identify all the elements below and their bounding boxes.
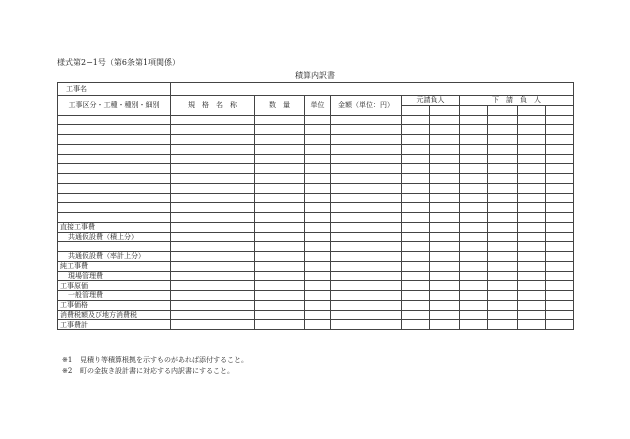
prime-contractor-header: 元請負人 [402,96,460,106]
data-cell[interactable] [171,135,255,145]
data-cell[interactable] [255,135,305,145]
header-subcell [402,105,430,115]
data-cell[interactable] [255,183,305,193]
data-cell[interactable] [402,222,430,232]
data-cell[interactable] [402,154,430,164]
data-cell[interactable] [305,281,331,291]
category-cell[interactable] [58,135,171,145]
line-item-row [58,144,574,154]
category-cell[interactable] [58,242,171,252]
data-cell[interactable] [255,154,305,164]
project-name-label: 工事名 [58,83,171,96]
data-cell[interactable] [331,144,402,154]
footnote-mark: ※2 [62,367,73,375]
data-cell[interactable] [255,213,305,223]
data-cell[interactable] [402,232,430,242]
data-cell[interactable] [255,144,305,154]
line-item-row [58,154,574,164]
data-cell[interactable] [430,144,460,154]
data-cell[interactable] [255,232,305,242]
data-cell[interactable] [546,115,574,125]
data-cell[interactable] [430,193,460,203]
data-cell[interactable] [255,242,305,252]
data-cell[interactable] [331,164,402,174]
category-cell[interactable]: 工事価格 [58,300,171,310]
data-cell[interactable] [488,271,518,281]
data-cell[interactable] [402,193,430,203]
data-cell[interactable] [305,222,331,232]
footnote [62,355,248,366]
data-cell[interactable] [305,144,331,154]
data-cell[interactable] [255,115,305,125]
data-cell[interactable] [171,222,255,232]
line-item-row [58,125,574,135]
data-cell[interactable] [255,252,305,262]
data-cell[interactable] [171,281,255,291]
data-cell[interactable] [402,300,430,310]
data-cell[interactable] [430,320,460,330]
data-cell[interactable] [460,203,488,213]
data-cell[interactable] [171,300,255,310]
data-cell[interactable] [331,115,402,125]
summary-row [58,310,574,320]
data-cell[interactable] [518,203,546,213]
data-cell[interactable] [402,144,430,154]
data-cell[interactable] [402,203,430,213]
data-cell[interactable] [171,174,255,184]
data-cell[interactable] [171,271,255,281]
data-cell[interactable] [518,232,546,242]
data-cell[interactable] [402,252,430,262]
data-cell[interactable] [460,271,488,281]
data-cell[interactable] [430,203,460,213]
quantity-header: 数 量 [255,96,305,116]
data-cell[interactable] [305,300,331,310]
data-cell[interactable] [331,232,402,242]
line-item-row [58,115,574,125]
data-cell[interactable] [430,310,460,320]
footnotes [62,355,248,377]
category-cell[interactable] [58,164,171,174]
data-cell[interactable] [305,291,331,301]
data-cell[interactable] [460,183,488,193]
data-cell[interactable] [518,183,546,193]
data-cell[interactable] [488,174,518,184]
data-cell[interactable] [402,213,430,223]
data-cell[interactable] [305,310,331,320]
data-cell[interactable] [305,115,331,125]
data-cell[interactable] [430,213,460,223]
data-cell[interactable] [546,232,574,242]
project-name-row [58,83,574,96]
data-cell[interactable] [171,144,255,154]
data-cell[interactable] [488,164,518,174]
line-item-row [58,135,574,145]
data-cell[interactable] [518,271,546,281]
data-cell[interactable] [331,222,402,232]
data-cell[interactable] [518,144,546,154]
data-cell[interactable] [518,242,546,252]
line-item-row [58,164,574,174]
data-cell[interactable] [488,232,518,242]
data-cell[interactable] [171,125,255,135]
data-cell[interactable] [460,125,488,135]
data-cell[interactable] [255,271,305,281]
category-cell[interactable]: 工事原価 [58,281,171,291]
data-cell[interactable] [460,115,488,125]
header-subcell [460,105,488,115]
spec-header: 規 格 名 称 [171,96,255,116]
line-item-row [58,183,574,193]
data-cell[interactable] [430,232,460,242]
data-cell[interactable] [305,125,331,135]
data-cell[interactable] [305,164,331,174]
data-cell[interactable] [488,213,518,223]
data-cell[interactable] [402,261,430,271]
data-cell[interactable] [546,320,574,330]
amount-header: 金額（単位：円） [331,96,402,116]
data-cell[interactable] [488,291,518,301]
data-cell[interactable] [430,222,460,232]
data-cell[interactable] [546,135,574,145]
data-cell[interactable] [460,144,488,154]
data-cell[interactable] [488,144,518,154]
header-subcell [488,105,518,115]
data-cell[interactable] [171,310,255,320]
data-cell[interactable] [518,164,546,174]
category-cell[interactable] [58,193,171,203]
estimate-breakdown-table [57,82,574,330]
data-cell[interactable] [430,300,460,310]
data-cell[interactable] [255,174,305,184]
data-cell[interactable] [518,300,546,310]
category-cell[interactable] [58,154,171,164]
data-cell[interactable] [518,174,546,184]
data-cell[interactable] [546,310,574,320]
data-cell[interactable] [460,242,488,252]
data-cell[interactable] [460,222,488,232]
data-cell[interactable] [331,125,402,135]
data-cell[interactable] [460,261,488,271]
data-cell[interactable] [305,174,331,184]
data-cell[interactable] [430,154,460,164]
data-cell[interactable] [430,174,460,184]
data-cell[interactable] [255,300,305,310]
data-cell[interactable] [255,261,305,271]
data-cell[interactable] [546,164,574,174]
data-cell[interactable] [255,222,305,232]
data-cell[interactable] [171,203,255,213]
data-cell[interactable] [171,252,255,262]
data-cell[interactable] [430,242,460,252]
category-cell[interactable]: 直接工事費 [58,222,171,232]
data-cell[interactable] [460,310,488,320]
data-cell[interactable] [331,135,402,145]
data-cell[interactable] [460,232,488,242]
data-cell[interactable] [546,183,574,193]
data-cell[interactable] [488,300,518,310]
data-cell[interactable] [546,213,574,223]
data-cell[interactable] [305,154,331,164]
data-cell[interactable] [546,252,574,262]
data-cell[interactable] [171,154,255,164]
category-cell[interactable] [58,144,171,154]
category-cell[interactable] [58,174,171,184]
data-cell[interactable] [546,271,574,281]
data-cell[interactable] [402,183,430,193]
data-cell[interactable] [430,261,460,271]
data-cell[interactable] [430,115,460,125]
data-cell[interactable] [460,135,488,145]
data-cell[interactable] [171,242,255,252]
data-cell[interactable] [331,291,402,301]
header-row [58,96,574,106]
summary-row [58,320,574,330]
data-cell[interactable] [331,183,402,193]
data-cell[interactable] [305,193,331,203]
data-cell[interactable] [488,222,518,232]
data-cell[interactable] [518,193,546,203]
data-cell[interactable] [331,193,402,203]
category-cell[interactable]: 純工事費 [58,261,171,271]
data-cell[interactable] [402,320,430,330]
line-item-row [58,174,574,184]
data-cell[interactable] [518,310,546,320]
summary-row [58,252,574,262]
unit-header: 単位 [305,96,331,116]
data-cell[interactable] [546,300,574,310]
data-cell[interactable] [546,222,574,232]
category-cell[interactable] [58,183,171,193]
data-cell[interactable] [171,291,255,301]
data-cell[interactable] [488,125,518,135]
category-cell[interactable] [58,115,171,125]
data-cell[interactable] [460,164,488,174]
data-cell[interactable] [331,242,402,252]
data-cell[interactable] [331,300,402,310]
header-subcell [518,105,546,115]
data-cell[interactable] [518,125,546,135]
category-cell[interactable]: 消費税額及び地方消費税 [58,310,171,320]
data-cell[interactable] [488,135,518,145]
category-cell[interactable]: 共通仮設費（積上分） [58,232,171,242]
data-cell[interactable] [488,252,518,262]
data-cell[interactable] [402,242,430,252]
data-cell[interactable] [255,291,305,301]
data-cell[interactable] [546,174,574,184]
data-cell[interactable] [488,183,518,193]
data-cell[interactable] [546,125,574,135]
data-cell[interactable] [331,213,402,223]
summary-row [58,242,574,252]
data-cell[interactable] [546,154,574,164]
data-cell[interactable] [518,135,546,145]
data-cell[interactable] [171,193,255,203]
data-cell[interactable] [402,310,430,320]
data-cell[interactable] [402,115,430,125]
data-cell[interactable] [331,154,402,164]
data-cell[interactable] [305,183,331,193]
data-cell[interactable] [171,232,255,242]
data-cell[interactable] [518,154,546,164]
data-cell[interactable] [331,310,402,320]
data-cell[interactable] [255,193,305,203]
line-item-row [58,193,574,203]
data-cell[interactable] [430,164,460,174]
data-cell[interactable] [460,252,488,262]
data-cell[interactable] [430,183,460,193]
data-cell[interactable] [331,203,402,213]
category-cell[interactable]: 現場管理費 [58,271,171,281]
data-cell[interactable] [518,281,546,291]
line-item-row [58,213,574,223]
footnote-text: 町の金抜き設計書に対応する内訳書にすること。 [80,367,234,375]
data-cell[interactable] [305,135,331,145]
form-number: 様式第2−1号（第6条第1項関係） [57,58,181,67]
data-cell[interactable] [171,261,255,271]
data-cell[interactable] [518,222,546,232]
data-cell[interactable] [518,252,546,262]
data-cell[interactable] [255,164,305,174]
data-cell[interactable] [331,261,402,271]
data-cell[interactable] [488,242,518,252]
data-cell[interactable] [460,174,488,184]
data-cell[interactable] [171,183,255,193]
data-cell[interactable] [402,125,430,135]
data-cell[interactable] [488,261,518,271]
data-cell[interactable] [460,193,488,203]
data-cell[interactable] [546,203,574,213]
data-cell[interactable] [255,281,305,291]
data-cell[interactable] [305,261,331,271]
category-cell[interactable] [58,125,171,135]
data-cell[interactable] [255,310,305,320]
data-cell[interactable] [430,281,460,291]
data-cell[interactable] [546,281,574,291]
data-cell[interactable] [171,115,255,125]
data-cell[interactable] [305,271,331,281]
data-cell[interactable] [430,125,460,135]
data-cell[interactable] [402,174,430,184]
data-cell[interactable] [402,291,430,301]
data-cell[interactable] [255,320,305,330]
data-cell[interactable] [331,271,402,281]
data-cell[interactable] [305,232,331,242]
category-cell[interactable] [58,213,171,223]
data-cell[interactable] [305,252,331,262]
data-cell[interactable] [518,291,546,301]
data-cell[interactable] [488,193,518,203]
data-cell[interactable] [305,203,331,213]
summary-row [58,222,574,232]
summary-row [58,300,574,310]
category-cell[interactable]: 共通仮設費（率計上分） [58,252,171,262]
data-cell[interactable] [518,320,546,330]
data-cell[interactable] [460,300,488,310]
data-cell[interactable] [402,135,430,145]
data-cell[interactable] [402,271,430,281]
document-title: 積算内訳書 [295,71,335,80]
summary-row [58,261,574,271]
summary-row [58,232,574,242]
footnote-mark: ※1 [62,356,73,364]
summary-row [58,291,574,301]
data-cell[interactable] [305,213,331,223]
data-cell[interactable] [305,242,331,252]
data-cell[interactable] [546,193,574,203]
data-cell[interactable] [430,271,460,281]
data-cell[interactable] [331,320,402,330]
category-cell[interactable]: 工事費計 [58,320,171,330]
data-cell[interactable] [430,252,460,262]
category-header: 工事区分・工種・種別・細別 [58,96,171,116]
category-cell[interactable] [58,203,171,213]
data-cell[interactable] [171,320,255,330]
line-item-row [58,203,574,213]
data-cell[interactable] [255,203,305,213]
summary-row [58,281,574,291]
footnote-text: 見積り等積算根拠を示すものがあれば添付すること。 [80,356,248,364]
data-cell[interactable] [488,320,518,330]
subcontractor-header: 下 請 負 人 [460,96,574,106]
data-cell[interactable] [460,213,488,223]
data-cell[interactable] [331,281,402,291]
data-cell[interactable] [488,115,518,125]
data-cell[interactable] [488,154,518,164]
data-cell[interactable] [546,291,574,301]
header-subcell [546,105,574,115]
data-cell[interactable] [305,320,331,330]
data-cell[interactable] [171,213,255,223]
data-cell[interactable] [546,242,574,252]
footnote [62,366,248,377]
summary-row [58,271,574,281]
header-subcell [430,105,460,115]
data-cell[interactable] [488,203,518,213]
data-cell[interactable] [546,261,574,271]
data-cell[interactable] [171,164,255,174]
data-cell[interactable] [518,261,546,271]
data-cell[interactable] [402,164,430,174]
data-cell[interactable] [488,281,518,291]
data-cell[interactable] [430,135,460,145]
data-cell[interactable] [255,125,305,135]
data-cell[interactable] [331,174,402,184]
data-cell[interactable] [460,154,488,164]
category-cell[interactable]: 一般管理費 [58,291,171,301]
data-cell[interactable] [518,115,546,125]
data-cell[interactable] [402,281,430,291]
project-name-field[interactable] [171,83,574,96]
data-cell[interactable] [460,291,488,301]
data-cell[interactable] [430,291,460,301]
data-cell[interactable] [460,281,488,291]
data-cell[interactable] [488,310,518,320]
data-cell[interactable] [460,320,488,330]
data-cell[interactable] [518,213,546,223]
data-cell[interactable] [546,144,574,154]
data-cell[interactable] [331,252,402,262]
